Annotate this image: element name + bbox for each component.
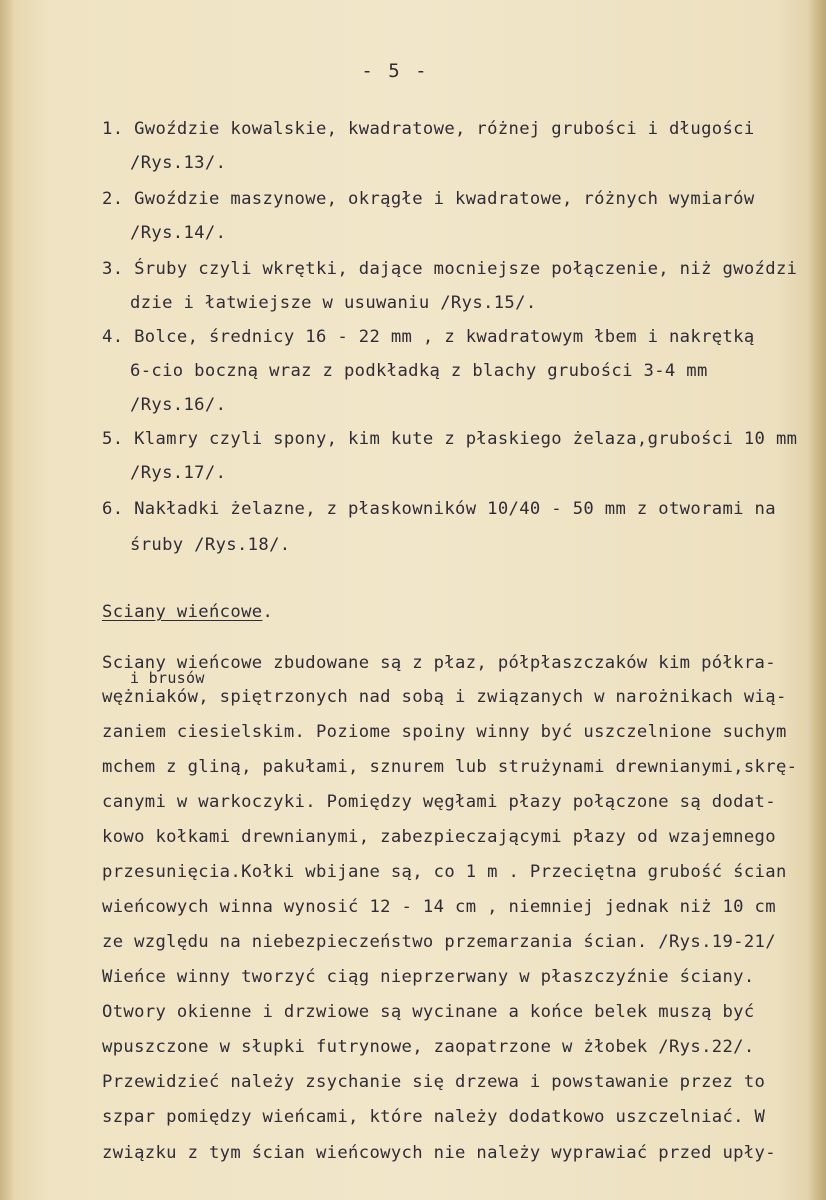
paragraph-line-13: Przewidzieć należy zsychanie się drzewa i powstawanie przez to — [102, 1072, 766, 1092]
list-item-3-line-1: 3. Śruby czyli wkrętki, dające mocniejsze połączenie, niż gwoździ — [102, 259, 798, 279]
list-item-5-line-1: 5. Klamry czyli spony, kim kute z płaskiego żelaza,grubości 10 mm — [102, 429, 798, 449]
list-item-4-line-3: /Rys.16/. — [130, 395, 227, 415]
paragraph-line-4: mchem z gliną, pakułami, sznurem lub strużynami drewnianymi,skrę- — [102, 757, 798, 777]
paragraph-line-12: wpuszczone w słupki futrynowe, zaopatrzone w żłobek /Rys.22/. — [102, 1037, 755, 1057]
list-item-3-line-2: dzie i łatwiejsze w usuwaniu /Rys.15/. — [130, 293, 537, 313]
section-heading — [102, 602, 273, 622]
page-number: - 5 - — [361, 60, 429, 82]
paragraph-line-7: przesunięcia.Kołki wbijane są, co 1 m . Przeciętna grubość ścian — [102, 862, 787, 882]
paragraph-line-15: związku z tym ścian wieńcowych nie należy wyprawiać przed upły- — [102, 1143, 776, 1163]
page-edge-shadow-right — [808, 0, 826, 1200]
list-item-6-line-2: śruby /Rys.18/. — [130, 535, 291, 555]
list-item-2-line-1: 2. Gwoździe maszynowe, okrągłe i kwadratowe, różnych wymiarów — [102, 189, 755, 209]
paragraph-line-1: Sciany wieńcowe zbudowane są z płaz, półpłaszczaków kim półkra- — [102, 653, 776, 673]
list-item-4-line-1: 4. Bolce, średnicy 16 - 22 mm , z kwadratowym łbem i nakrętką — [102, 327, 755, 347]
list-item-4-line-2: 6-cio boczną wraz z podkładką z blachy grubości 3-4 mm — [130, 361, 708, 381]
paragraph-line-9: ze względu na niebezpieczeństwo przemarzania ścian. /Rys.19-21/ — [102, 932, 776, 952]
section-heading-period: . — [262, 602, 274, 622]
handwritten-insertion: i brusów — [130, 669, 205, 687]
list-item-1-line-2: /Rys.13/. — [130, 153, 227, 173]
list-item-5-line-2: /Rys.17/. — [130, 463, 227, 483]
list-item-2-line-2: /Rys.14/. — [130, 223, 227, 243]
list-item-6-line-1: 6. Nakładki żelazne, z płaskowników 10/40 - 50 mm z otworami na — [102, 499, 776, 519]
paragraph-line-8: wieńcowych winna wynosić 12 - 14 cm , niemniej jednak niż 10 cm — [102, 897, 776, 917]
paragraph-line-6: kowo kołkami drewnianymi, zabezpieczającymi płazy od wzajemnego — [102, 827, 776, 847]
paragraph-line-11: Otwory okienne i drzwiowe są wycinane a końce belek muszą być — [102, 1002, 755, 1022]
page-edge-shadow-left — [0, 0, 14, 1200]
paragraph-line-10: Wieńce winny tworzyć ciąg nieprzerwany w płaszczyźnie ściany. — [102, 967, 755, 987]
paragraph-line-2: wężniaków, spiętrzonych nad sobą i związanych w narożnikach wią- — [102, 687, 787, 707]
paragraph-line-14: szpar pomiędzy wieńcami, które należy dodatkowo uszczelniać. W — [102, 1107, 766, 1127]
list-item-1-line-1: 1. Gwoździe kowalskie, kwadratowe, różnej grubości i długości — [102, 119, 755, 139]
paragraph-line-3: zaniem ciesielskim. Poziome spoiny winny być uszczelnione suchym — [102, 722, 787, 742]
paragraph-line-5: canymi w warkoczyki. Pomiędzy węgłami płazy połączone są dodat- — [102, 792, 776, 812]
section-heading-text: Sciany wieńcowe — [102, 602, 263, 622]
